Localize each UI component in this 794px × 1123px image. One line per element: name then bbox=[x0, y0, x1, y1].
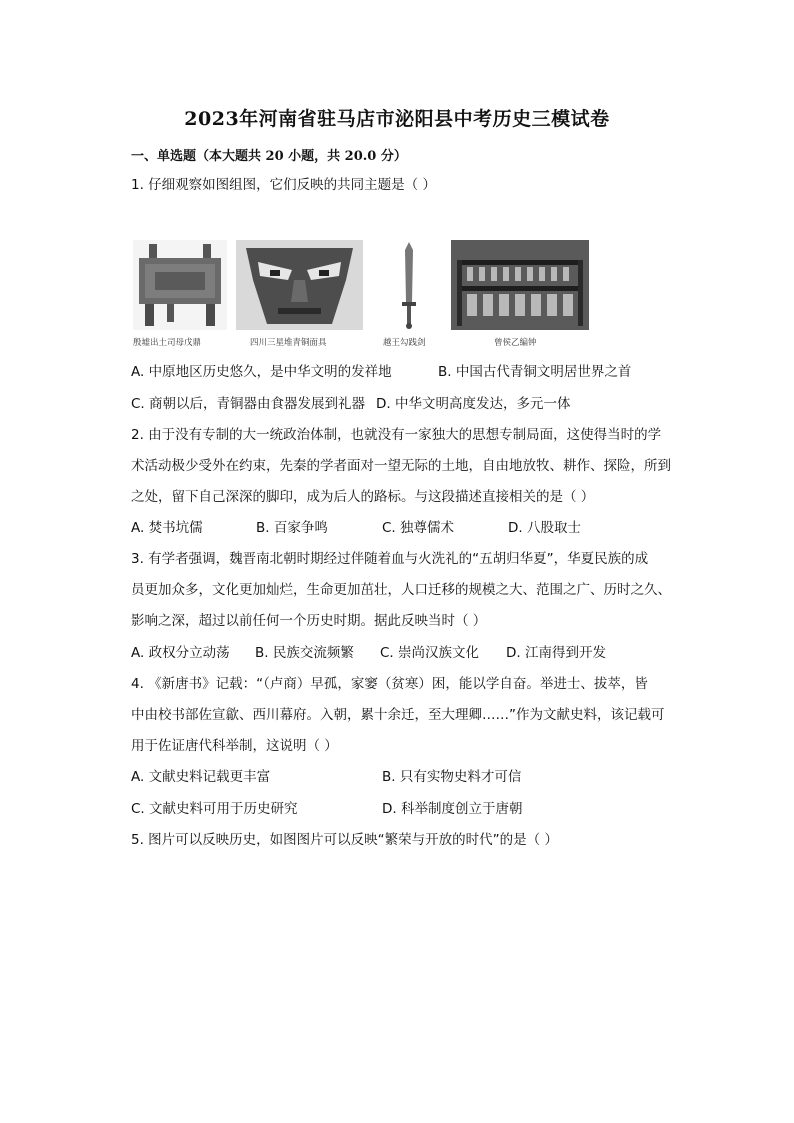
q2-option-c[interactable]: C. 独尊儒术 bbox=[382, 520, 455, 536]
q1-option-b[interactable]: B. 中国古代青铜文明居世界之首 bbox=[438, 364, 632, 380]
q4-option-b[interactable]: B. 只有实物史料才可信 bbox=[382, 769, 522, 785]
q3-option-d[interactable]: D. 江南得到开发 bbox=[506, 645, 606, 661]
chime-bells-image bbox=[451, 240, 589, 330]
q4-stem-line1: 4. 《新唐书》记载：“（卢商）早孤，家窭（贫寒）困，能以学自奋。举进士、拔萃，皆 bbox=[131, 676, 648, 692]
q3-option-c[interactable]: C. 崇尚汉族文化 bbox=[380, 645, 480, 661]
q4-option-c[interactable]: C. 文献史料可用于历史研究 bbox=[131, 801, 298, 817]
q2-option-b[interactable]: B. 百家争鸣 bbox=[256, 520, 328, 536]
q3-option-a[interactable]: A. 政权分立动荡 bbox=[131, 645, 230, 661]
sword-image bbox=[396, 240, 422, 330]
q1-stem: 1. 仔细观察如图组图，它们反映的共同主题是（ ） bbox=[131, 177, 436, 193]
q4-stem-line3: 用于佐证唐代科举制，这说明（ ） bbox=[131, 738, 338, 754]
q5-stem: 5. 图片可以反映历史，如图图片可以反映“繁荣与开放的时代”的是（ ） bbox=[131, 832, 558, 848]
q3-option-b[interactable]: B. 民族交流频繁 bbox=[255, 645, 354, 661]
page-title: 2023年河南省驻马店市泌阳县中考历史三模试卷 bbox=[184, 108, 610, 130]
caption-mask: 四川三星堆青铜面具 bbox=[250, 338, 327, 348]
q4-option-a[interactable]: A. 文献史料记载更丰富 bbox=[131, 769, 271, 785]
q2-stem-line1: 2. 由于没有专制的大一统政治体制，也就没有一家独大的思想专制局面，这使得当时的学 bbox=[131, 427, 662, 443]
q3-options bbox=[131, 643, 731, 663]
q3-stem-line1: 3. 有学者强调，魏晋南北朝时期经过伴随着血与火洗礼的“五胡归华夏”，华夏民族的成 bbox=[131, 551, 649, 567]
q4-options-row2 bbox=[131, 799, 731, 819]
q4-options-row1 bbox=[131, 767, 731, 787]
caption-bells: 曾侯乙编钟 bbox=[494, 338, 537, 348]
q2-options bbox=[131, 518, 731, 538]
q1-option-c[interactable]: C. 商朝以后，青铜器由食器发展到礼器 bbox=[131, 396, 366, 412]
q1-option-d[interactable]: D. 中华文明高度发达，多元一体 bbox=[376, 396, 571, 412]
q3-stem-line3: 影响之深，超过以前任何一个历史时期。据此反映当时（ ） bbox=[131, 613, 487, 629]
q1-options-row2 bbox=[131, 394, 731, 414]
q2-option-a[interactable]: A. 焚书坑儒 bbox=[131, 520, 203, 536]
caption-sword: 越王勾践剑 bbox=[383, 338, 426, 348]
q1-option-a[interactable]: A. 中原地区历史悠久，是中华文明的发祥地 bbox=[131, 364, 392, 380]
q3-stem-line2: 员更加众多，文化更加灿烂，生命更加茁壮，人口迁移的规模之大、范围之广、历时之久、 bbox=[131, 582, 671, 598]
q4-stem-line2: 中由校书部佐宣歙、西川幕府。入朝，累十余迁，至大理卿……”作为文献史料，该记载可 bbox=[131, 707, 665, 723]
q2-stem-line2: 术活动极少受外在约束，先秦的学者面对一望无际的土地，自由地放牧、耕作、探险，所到 bbox=[131, 458, 671, 474]
q4-option-d[interactable]: D. 科举制度创立于唐朝 bbox=[382, 801, 523, 817]
q1-options-row1 bbox=[131, 362, 731, 382]
q2-stem-line3: 之处，留下自己深深的脚印，成为后人的路标。与这段描述直接相关的是（ ） bbox=[131, 489, 595, 505]
q2-option-d[interactable]: D. 八股取士 bbox=[508, 520, 581, 536]
section-heading: 一、单选题（本大题共 20 小题，共 20.0 分） bbox=[131, 149, 407, 164]
ding-image bbox=[133, 240, 227, 330]
bronze-mask-image bbox=[236, 240, 363, 330]
caption-ding: 殷墟出土司母戊鼎 bbox=[133, 338, 202, 348]
